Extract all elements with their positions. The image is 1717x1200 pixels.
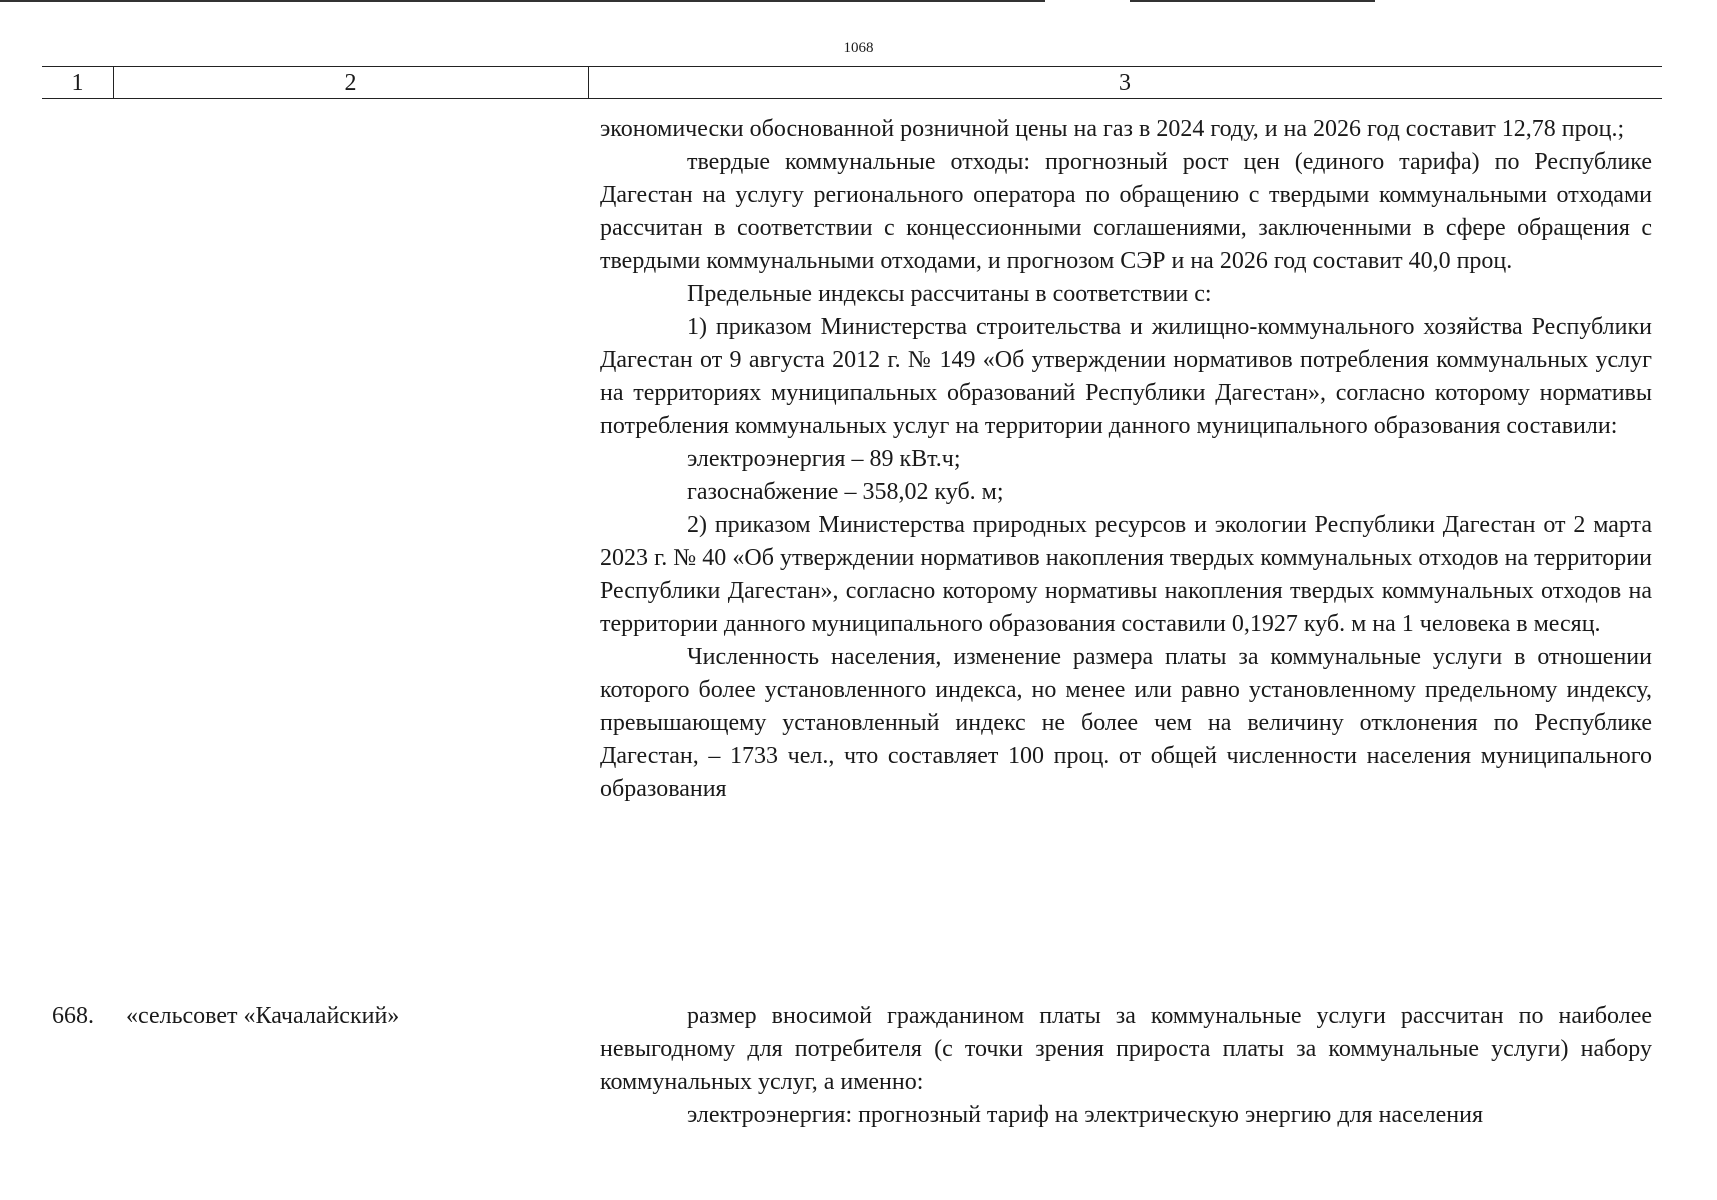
paragraph: электроэнергия – 89 кВт.ч; [687,446,961,472]
row-668-text [600,1000,1652,1132]
header-col-1: 1 [71,70,84,96]
paragraph: экономически обоснованной розничной цены на газ в 2024 году, и на 2026 год составит 12,78 проц.; [600,116,1625,142]
paragraph: 2) приказом Министерства природных ресурсов и экологии Республики Дагестан от 2 марта 2023 г. № 40 «Об утверждении нормативов накопления твердых коммунальных отходов на территории Республики Дагестан», согласно которому нормативы накопления твердых коммунальных отходов на территории данного муниципального образования составили 0,1927 куб. м на 1 человека в месяц. [600,512,1652,637]
continuation-text [600,113,1652,806]
paragraph: газоснабжение – 358,02 куб. м; [687,479,1004,505]
header-col-2: 2 [344,70,357,96]
paragraph: электроэнергия: прогнозный тариф на электрическую энергию для населения [687,1102,1484,1128]
paragraph: 1) приказом Министерства строительства и жилищно-коммунального хозяйства Республики Дагестан от 9 августа 2012 г. № 149 «Об утверждении нормативов потребления коммунальных услуг на территориях муниципальных образований Республики Дагестан», согласно которому нормативы потребления коммунальных услуг на территории данного муниципального образования составили: [600,314,1652,439]
header-top-line [42,66,1662,67]
row-number: 668. [52,1003,94,1029]
paragraph: Численность населения, изменение размера платы за коммунальные услуги в отношении которого более установленного индекса, но менее или равно установленному предельному индексу, превышающему установленный индекс не более чем на величину отклонения по Республике Дагестан, – 1733 чел., что составляет 100 проц. от общей численности населения муниципального образования [600,644,1652,802]
paragraph: твердые коммунальные отходы: прогнозный рост цен (единого тарифа) по Республике Дагестан на услугу регионального оператора по обращению с твердыми коммунальными отходами рассчитан в соответствии с концессионными соглашениями, заключенными в сфере обращения с твердыми коммунальными отходами, и прогнозом СЭР и на 2026 год составит 40,0 проц. [600,149,1652,274]
page-number: 1068 [843,40,874,56]
top-edge-rule-right [1130,0,1375,2]
header-bottom-line [42,98,1662,99]
paragraph: Предельные индексы рассчитаны в соответствии с: [687,281,1212,307]
top-edge-rule-left [0,0,1045,2]
header-col-3: 3 [1119,70,1131,96]
municipality-name: «сельсовет «Качалайский» [126,1003,400,1029]
paragraph: размер вносимой гражданином платы за коммунальные услуги рассчитан по наиболее невыгодному для потребителя (с точки зрения прироста платы за коммунальные услуги) набору коммунальных услуг, а именно: [600,1003,1652,1095]
